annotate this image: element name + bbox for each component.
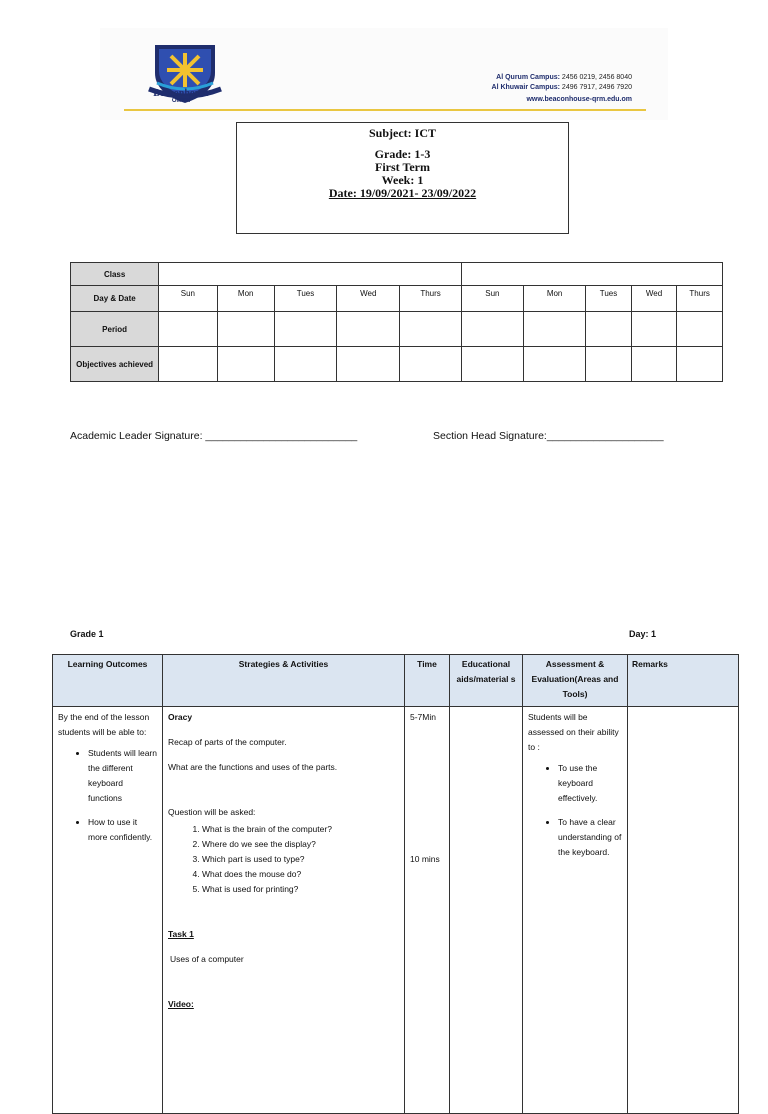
period-label: Period: [71, 312, 159, 347]
objective-cell[interactable]: [400, 347, 461, 382]
class-cell-week2[interactable]: [461, 263, 722, 286]
subject-box: [236, 122, 569, 234]
day-date-label: Day & Date: [71, 286, 159, 312]
header-time: Time: [405, 655, 450, 707]
day-header: Thurs: [400, 286, 461, 312]
functions-text: What are the functions and uses of the parts.: [168, 762, 338, 772]
outcome-item: • How to use it more confidently.: [88, 815, 157, 845]
objective-cell[interactable]: [631, 347, 677, 382]
oracy-heading: Oracy: [168, 712, 193, 722]
header-educational-aids: Educational aids/material s: [450, 655, 523, 707]
time-cell: [405, 707, 450, 1114]
grade-label: Grade 1: [70, 629, 104, 639]
outcomes-intro: By the end of the lesson students will be able to:: [58, 712, 150, 737]
day-header: Thurs: [677, 286, 723, 312]
section-head-signature: Section Head Signature:____________________: [433, 430, 664, 442]
class-label: Class: [71, 263, 159, 286]
period-cell[interactable]: [586, 312, 632, 347]
day-header: Mon: [217, 286, 274, 312]
strategies-cell: [163, 707, 405, 1114]
campus1-phones: 2456 0219, 2456 8040: [561, 74, 632, 81]
time-questions: 10 mins: [410, 854, 440, 864]
day-header: Tues: [274, 286, 336, 312]
question-item: 3. Which part is used to type?: [202, 852, 399, 867]
period-cell[interactable]: [461, 312, 523, 347]
header-divider: [124, 109, 646, 111]
lesson-plan-table: [52, 654, 739, 1114]
header-assessment: Assessment & Evaluation(Areas and Tools): [523, 655, 628, 707]
task-text: Uses of a computer: [170, 954, 244, 964]
period-cell[interactable]: [337, 312, 400, 347]
day-header: Wed: [631, 286, 677, 312]
week-line: Week: 1: [381, 173, 424, 187]
period-cell[interactable]: [159, 312, 217, 347]
schedule-table: [70, 262, 723, 382]
objective-cell[interactable]: [461, 347, 523, 382]
period-cell[interactable]: [274, 312, 336, 347]
question-intro: Question will be asked:: [168, 807, 256, 817]
period-cell[interactable]: [400, 312, 461, 347]
question-item: 4. What does the mouse do?: [202, 867, 399, 882]
video-heading: Video:: [168, 999, 194, 1009]
objectives-label: Objectives achieved: [71, 347, 159, 382]
question-item: 1. What is the brain of the computer?: [202, 822, 399, 837]
class-cell-week1[interactable]: [159, 263, 462, 286]
lesson-meta: [70, 629, 656, 639]
assessment-item: • To use the keyboard effectively.: [558, 761, 622, 806]
header-strategies: Strategies & Activities: [163, 655, 405, 707]
time-oracy: 5-7Min: [410, 712, 436, 722]
objective-cell[interactable]: [217, 347, 274, 382]
campus1-name: Al Qurum Campus:: [496, 74, 560, 81]
term-line: First Term: [375, 160, 430, 174]
date-line: Date: 19/09/2021- 23/09/2022: [328, 186, 477, 200]
day-header: Wed: [337, 286, 400, 312]
academic-leader-signature: Academic Leader Signature: __________________________: [70, 430, 358, 442]
objective-cell[interactable]: [523, 347, 585, 382]
question-item: 5. What is used for printing?: [202, 882, 399, 897]
period-cell[interactable]: [523, 312, 585, 347]
campus2-name: Al Khuwair Campus:: [491, 83, 560, 91]
outcome-item: • Students will learn the different keyboard functions: [88, 746, 157, 806]
header-learning-outcomes: Learning Outcomes: [53, 655, 163, 707]
objective-cell[interactable]: [586, 347, 632, 382]
day-label: Day: 1: [628, 629, 656, 639]
school-location: OMAN: [171, 98, 191, 104]
campus2-phones: 2496 7917, 2496 7920: [561, 83, 632, 91]
period-cell[interactable]: [631, 312, 677, 347]
remarks-cell[interactable]: [628, 707, 739, 1114]
header-remarks: Remarks: [628, 655, 739, 707]
objective-cell[interactable]: [159, 347, 217, 382]
task-heading: Task 1: [168, 929, 194, 939]
learning-outcomes-cell: [53, 707, 163, 1114]
day-header: Mon: [523, 286, 585, 312]
day-header: Sun: [461, 286, 523, 312]
grade-line: Grade: 1-3: [374, 147, 431, 161]
period-cell[interactable]: [677, 312, 723, 347]
question-item: 2. Where do we see the display?: [202, 837, 399, 852]
objective-cell[interactable]: [677, 347, 723, 382]
assessment-intro: Students will be assessed on their ability to :: [528, 712, 619, 752]
period-cell[interactable]: [217, 312, 274, 347]
objective-cell[interactable]: [274, 347, 336, 382]
objective-cell[interactable]: [337, 347, 400, 382]
assessment-item: • To have a clear understanding of the keyboard.: [558, 815, 622, 860]
aids-cell[interactable]: [450, 707, 523, 1114]
subject-title: Subject: ICT: [368, 126, 436, 140]
website-link[interactable]: www.beaconhouse-qrm.edu.om: [526, 96, 632, 103]
day-header: Tues: [586, 286, 632, 312]
assessment-cell: [523, 707, 628, 1114]
day-header: Sun: [159, 286, 217, 312]
recap-text: Recap of parts of the computer.: [168, 737, 287, 747]
school-name: Beaconhouse: [153, 88, 209, 99]
contact-info: [492, 73, 632, 105]
